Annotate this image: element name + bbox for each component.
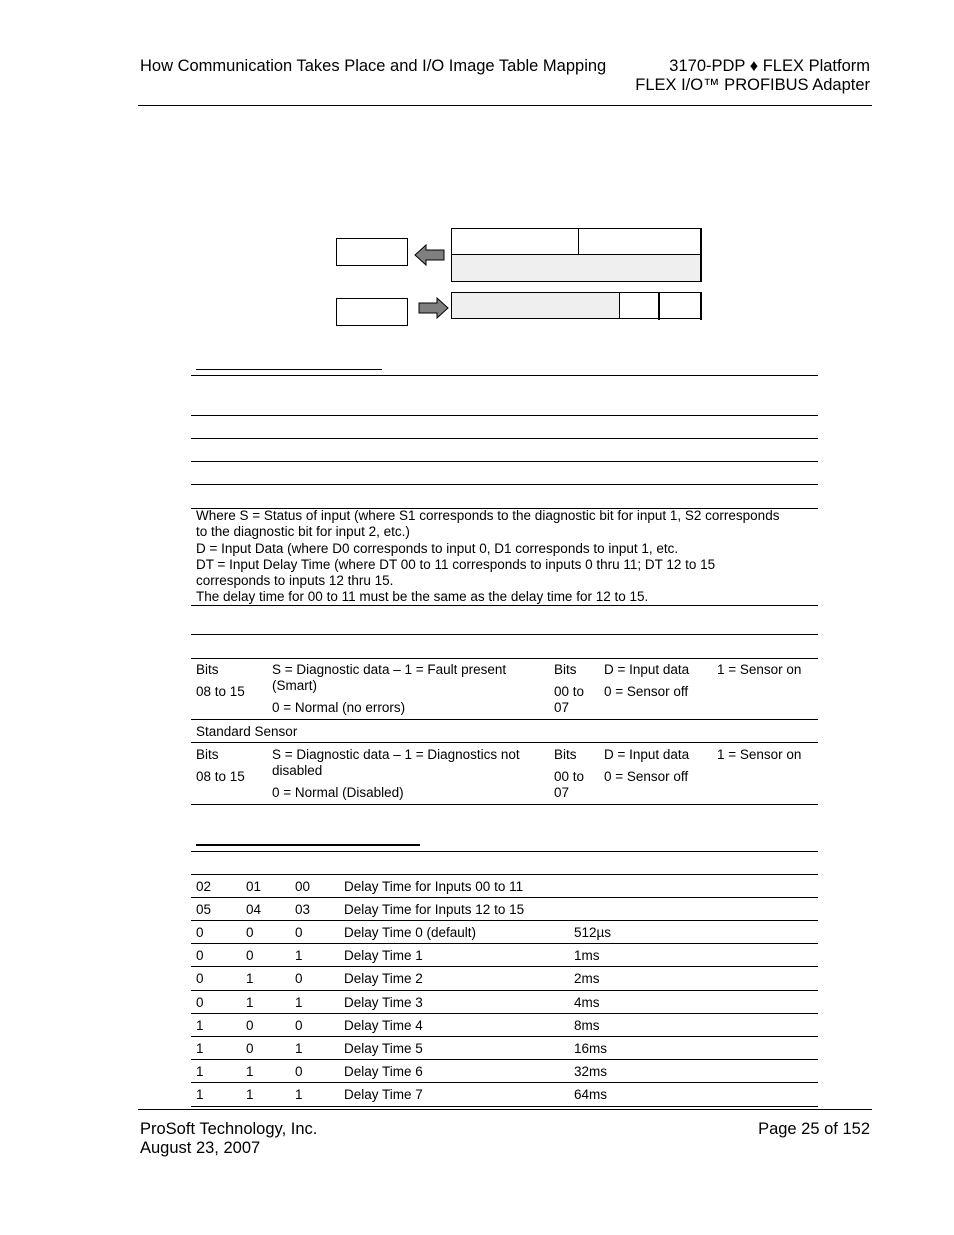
delay-cell-c: 03 [295, 902, 311, 918]
sensor-header-rule [191, 658, 818, 659]
delay-row-rule [191, 1036, 818, 1037]
delay-row-rule [191, 920, 818, 921]
delay-cell-c: 1 [295, 1086, 303, 1102]
delay-cell-e: 2ms [574, 971, 600, 987]
delay-cell-c: 0 [295, 1017, 303, 1033]
smart-data-bits-label: Bits [554, 662, 577, 677]
delay-cell-a: 1 [196, 1086, 204, 1102]
delay-row-rule [191, 1082, 818, 1083]
delay-cell-b: 04 [246, 902, 262, 918]
standard-sensor-on: 1 = Sensor on [717, 747, 802, 762]
delay-cell-a: 1 [196, 1017, 204, 1033]
delay-table-bottom [191, 1106, 818, 1107]
delay-cell-a: 1 [196, 1063, 204, 1079]
bitmap-row-rule [191, 461, 818, 462]
delay-cell-c: 00 [295, 879, 311, 894]
standard-data-bits-label: Bits [554, 747, 577, 762]
footer-date: August 23, 2007 [140, 1139, 261, 1157]
delay-cell-d: Delay Time for Inputs 00 to 11 [344, 879, 524, 894]
header-product: 3170-PDP ♦ FLEX Platform [669, 57, 870, 75]
delay-cell-b: 1 [246, 971, 254, 987]
note-delay-time: DT = Input Delay Time (where DT 00 to 11 corresponds to inputs 0 thru 11; DT 12 to 15 [196, 557, 716, 572]
output-cell-divider [658, 292, 660, 320]
smart-sensor-on: 1 = Sensor on [717, 662, 802, 677]
bitmap-table-top [191, 375, 818, 376]
delay-cell-a: 0 [196, 925, 204, 941]
delay-cell-d: Delay Time 3 [344, 994, 423, 1010]
delay-cell-b: 01 [246, 879, 262, 894]
smart-status-normal: 0 = Normal (no errors) [272, 700, 406, 715]
input-word-shaded [451, 254, 702, 282]
delay-cell-c: 1 [295, 1040, 303, 1056]
delay-cell-a: 0 [196, 994, 204, 1010]
delay-table-top [191, 851, 818, 852]
delay-cell-d: Delay Time 5 [344, 1040, 423, 1056]
delay-cell-d: Delay Time 6 [344, 1063, 423, 1079]
delay-cell-c: 1 [295, 948, 303, 964]
delay-cell-b: 1 [246, 1086, 254, 1102]
bitmap-row-rule [191, 438, 818, 439]
note-where: Where S = Status of input (where S1 corresponds to the diagnostic bit for input 1, S2 corresponds [196, 508, 780, 523]
delay-cell-a: 1 [196, 1040, 204, 1056]
smart-bits-range: 08 to 15 [196, 684, 245, 699]
delay-cell-d: Delay Time 1 [344, 948, 423, 964]
delay-row-rule [191, 1059, 818, 1060]
standard-input-data: D = Input data [604, 747, 690, 762]
delay-cell-d: Delay Time 0 (default) [344, 925, 477, 941]
delay-cell-b: 0 [246, 948, 254, 964]
delay-cell-e: 16ms [574, 1040, 608, 1056]
delay-row-rule [191, 897, 818, 898]
input-block-edge [700, 228, 702, 282]
output-word-cell-b [659, 292, 702, 319]
standard-status-desc: S = Diagnostic data – 1 = Diagnostics not disabled [272, 747, 520, 778]
footer-divider [138, 1109, 872, 1110]
notes-bottom-rule [191, 605, 818, 606]
smart-sensor-off: 0 = Sensor off [604, 684, 689, 699]
delay-header-rule [191, 874, 818, 875]
header-subtitle: FLEX I/O™ PROFIBUS Adapter [635, 76, 870, 94]
left-arrow-icon [414, 244, 446, 266]
header-divider [138, 105, 872, 106]
delay-cell-a: 02 [196, 879, 212, 894]
delay-row-rule [191, 990, 818, 991]
delay-caption-underline [196, 844, 420, 846]
delay-cell-a: 0 [196, 971, 204, 987]
delay-cell-c: 1 [295, 994, 303, 1010]
input-target-box [336, 238, 408, 266]
smart-bits-label: Bits [196, 662, 219, 677]
note-delay-match: The delay time for 00 to 11 must be the same as the delay time for 12 to 15. [196, 589, 649, 604]
footer-page-number: Page 25 of 152 [758, 1120, 870, 1138]
standard-sensor-label: Standard Sensor [196, 724, 298, 739]
standard-bits-label: Bits [196, 747, 219, 762]
delay-row-rule [191, 1013, 818, 1014]
standard-sensor-off: 0 = Sensor off [604, 769, 689, 784]
right-arrow-icon [417, 297, 449, 319]
delay-cell-d: Delay Time 7 [344, 1086, 423, 1102]
delay-row-rule [191, 966, 818, 967]
delay-cell-b: 1 [246, 1063, 254, 1079]
sensor-row-rule [191, 719, 818, 720]
smart-data-bits-range: 00 to 07 [554, 684, 585, 715]
delay-cell-e: 512µs [574, 925, 612, 941]
delay-cell-d: Delay Time 4 [344, 1017, 423, 1033]
input-word-low [578, 228, 702, 255]
output-word-cell-a [619, 292, 660, 319]
table-caption-underline [196, 369, 382, 370]
delay-cell-a: 0 [196, 948, 204, 964]
delay-cell-c: 0 [295, 925, 303, 941]
delay-cell-e: 1ms [574, 948, 600, 964]
delay-cell-e: 4ms [574, 994, 600, 1010]
delay-cell-c: 0 [295, 1063, 303, 1079]
delay-cell-e: 32ms [574, 1063, 608, 1079]
input-word-high [451, 228, 579, 255]
output-source-box [336, 298, 408, 326]
delay-cell-d: Delay Time for Inputs 12 to 15 [344, 902, 525, 918]
output-word-shaded [451, 292, 620, 319]
standard-status-normal: 0 = Normal (Disabled) [272, 785, 404, 800]
header-title: How Communication Takes Place and I/O Image Table Mapping [140, 57, 607, 75]
delay-cell-c: 0 [295, 971, 303, 987]
smart-status-desc: S = Diagnostic data – 1 = Fault present (Smart) [272, 662, 507, 693]
delay-row-rule [191, 943, 818, 944]
smart-input-data: D = Input data [604, 662, 690, 677]
sensor-table-bottom [191, 804, 818, 805]
delay-cell-b: 1 [246, 994, 254, 1010]
standard-data-bits-range: 00 to 07 [554, 769, 585, 800]
bitmap-row-rule [191, 484, 818, 485]
note-input-data: D = Input Data (where D0 corresponds to input 0, D1 corresponds to input 1, etc. [196, 541, 679, 556]
delay-cell-e: 8ms [574, 1017, 600, 1033]
bitmap-row-rule [191, 415, 818, 416]
delay-cell-b: 0 [246, 1017, 254, 1033]
standard-bits-range: 08 to 15 [196, 769, 245, 784]
sensor-table-top [191, 634, 818, 635]
delay-cell-b: 0 [246, 925, 254, 941]
note-where-cont: to the diagnostic bit for input 2, etc.) [196, 524, 410, 539]
delay-cell-a: 05 [196, 902, 212, 918]
footer-company: ProSoft Technology, Inc. [140, 1120, 318, 1138]
delay-cell-b: 0 [246, 1040, 254, 1056]
delay-cell-e: 64ms [574, 1086, 608, 1102]
delay-cell-d: Delay Time 2 [344, 971, 423, 987]
output-block-edge [700, 292, 702, 320]
note-delay-time-cont: corresponds to inputs 12 thru 15. [196, 573, 394, 588]
sensor-row-rule [191, 742, 818, 743]
